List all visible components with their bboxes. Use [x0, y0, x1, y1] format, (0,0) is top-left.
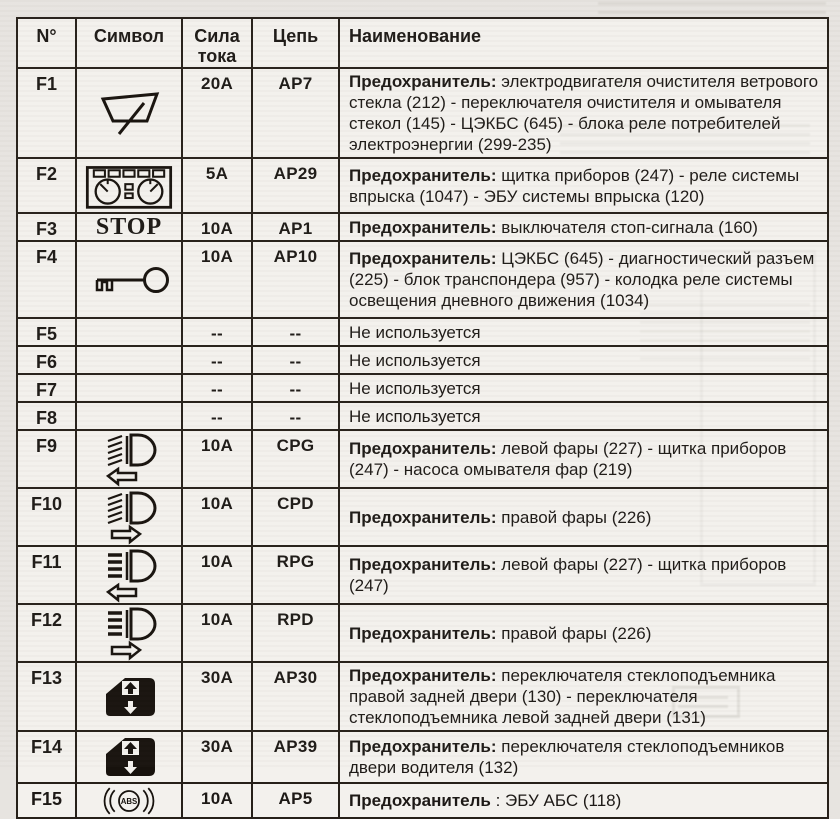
fuse-circuit: AP30	[252, 662, 339, 731]
symbol-cell	[76, 213, 182, 241]
header-row	[17, 18, 828, 68]
row-f9	[17, 430, 828, 488]
fuse-description	[339, 662, 828, 731]
row-f8	[17, 402, 828, 430]
fuse-table	[16, 17, 829, 819]
symbol-cell	[76, 158, 182, 213]
fuse-current: --	[182, 402, 252, 430]
description-text: переключателя стеклоподъемников двери водителя (132)	[349, 737, 785, 777]
fuse-circuit: RPG	[252, 546, 339, 604]
fuse-current: 10A	[182, 488, 252, 546]
fuse-number: F10	[17, 488, 76, 546]
description-text: Не используется	[349, 378, 481, 398]
fuse-current: 30A	[182, 731, 252, 783]
fuse-description	[339, 604, 828, 662]
symbol-cell	[76, 374, 182, 402]
fuse-current: 10A	[182, 430, 252, 488]
description-label: Предохранитель:	[349, 249, 497, 268]
fuse-description	[339, 213, 828, 241]
fuse-description	[339, 430, 828, 488]
fuse-circuit: AP1	[252, 213, 339, 241]
bleed-through-artifact	[598, 1, 826, 14]
power-window-icon	[98, 732, 160, 782]
row-f6	[17, 346, 828, 374]
fuse-description	[339, 731, 828, 783]
fuse-number: F13	[17, 662, 76, 731]
fuse-description	[339, 546, 828, 604]
description-label: Предохранитель:	[349, 666, 497, 685]
row-f7	[17, 374, 828, 402]
fuse-description	[339, 374, 828, 402]
description-label: Предохранитель:	[349, 217, 497, 237]
fuse-circuit: CPG	[252, 430, 339, 488]
description-text: щитка приборов (247) - реле системы впрыска (1047) - ЭБУ системы впрыска (120)	[349, 165, 800, 206]
description-text: : ЭБУ АБС (118)	[490, 791, 622, 810]
header-name: Наименование	[339, 18, 828, 68]
header-num: N°	[17, 18, 76, 68]
description-label: Предохранитель:	[349, 72, 497, 91]
fuse-number: F12	[17, 604, 76, 662]
description-text: выключателя стоп-сигнала (160)	[496, 217, 758, 237]
windshield-wiper-icon	[96, 90, 162, 136]
headlamp-bars-left-icon	[100, 547, 158, 603]
fuse-circuit: --	[252, 402, 339, 430]
fuse-number: F14	[17, 731, 76, 783]
description-label: Предохранитель:	[349, 439, 497, 458]
description-text: Не используется	[349, 350, 481, 370]
description-text: Не используется	[349, 322, 481, 342]
abs-symbol-text: ABS	[120, 796, 138, 806]
instrument-cluster-icon	[82, 161, 176, 211]
fuse-description	[339, 158, 828, 213]
fuse-current: 30A	[182, 662, 252, 731]
fuse-current: 10A	[182, 604, 252, 662]
row-f3	[17, 213, 828, 241]
fuse-description	[339, 241, 828, 318]
header-current: Сила тока	[182, 18, 252, 68]
symbol-cell	[76, 430, 182, 488]
row-f5	[17, 318, 828, 346]
fuse-circuit: AP29	[252, 158, 339, 213]
fuse-current: --	[182, 318, 252, 346]
fuse-description	[339, 318, 828, 346]
fuse-number: F9	[17, 430, 76, 488]
fuse-description	[339, 488, 828, 546]
power-window-icon	[98, 672, 160, 722]
abs-icon	[89, 786, 169, 816]
description-text: Не используется	[349, 406, 481, 426]
fuse-number: F11	[17, 546, 76, 604]
description-label: Предохранитель:	[349, 507, 497, 527]
description-text: ЦЭКБС (645) - диагностический разъем (225) - блок транспондера (957) - колодка реле системы освещения дневного движения (1034)	[349, 249, 815, 310]
row-f15	[17, 783, 828, 818]
row-f2	[17, 158, 828, 213]
fuse-current: 10A	[182, 546, 252, 604]
fuse-circuit: --	[252, 374, 339, 402]
fuse-number: F4	[17, 241, 76, 318]
fuse-current: 10A	[182, 213, 252, 241]
fuse-circuit: CPD	[252, 488, 339, 546]
symbol-cell	[76, 662, 182, 731]
fuse-number: F15	[17, 783, 76, 818]
symbol-cell	[76, 402, 182, 430]
description-label: Предохранитель:	[349, 737, 497, 756]
fuse-current: --	[182, 374, 252, 402]
row-f10	[17, 488, 828, 546]
description-text: левой фары (227) - щитка приборов (247) - насоса омывателя фар (219)	[349, 439, 787, 479]
description-label: Предохранитель:	[349, 165, 497, 185]
fuse-number: F2	[17, 158, 76, 213]
fuse-circuit: --	[252, 346, 339, 374]
fuse-circuit: RPD	[252, 604, 339, 662]
fuse-circuit: AP39	[252, 731, 339, 783]
description-label: Предохранитель:	[349, 555, 497, 574]
fuse-number: F5	[17, 318, 76, 346]
row-f12	[17, 604, 828, 662]
symbol-cell	[76, 318, 182, 346]
symbol-cell	[76, 346, 182, 374]
fuse-number: F1	[17, 68, 76, 158]
fuse-circuit: --	[252, 318, 339, 346]
symbol-cell	[76, 68, 182, 158]
header-symbol: Символ	[76, 18, 182, 68]
stop-symbol: STOP	[95, 214, 163, 240]
fuse-circuit: AP10	[252, 241, 339, 318]
description-text: левой фары (227) - щитка приборов (247)	[349, 555, 787, 595]
fuse-description	[339, 346, 828, 374]
row-f1	[17, 68, 828, 158]
symbol-cell	[76, 241, 182, 318]
row-f11	[17, 546, 828, 604]
fuse-description	[339, 783, 828, 818]
fuse-circuit: AP7	[252, 68, 339, 158]
description-label: Предохранитель:	[349, 623, 497, 643]
fuse-number: F6	[17, 346, 76, 374]
symbol-cell	[76, 731, 182, 783]
symbol-cell	[76, 604, 182, 662]
description-label: Предохранитель	[349, 791, 491, 810]
fuse-current: 5A	[182, 158, 252, 213]
headlamp-left-icon	[100, 431, 158, 487]
fuse-current: 10A	[182, 783, 252, 818]
row-f4	[17, 241, 828, 318]
fuse-current: 20A	[182, 68, 252, 158]
description-text: электродвигателя очистителя ветрового стекла (212) - переключателя очистителя и омывателя стекол (145) - ЦЭКБС (645) - блока реле потребителей электроэнергии (299-235)	[349, 72, 819, 154]
row-f14	[17, 731, 828, 783]
headlamp-bars-right-icon	[100, 605, 158, 661]
description-text: правой фары (226)	[496, 507, 652, 527]
fuse-circuit: AP5	[252, 783, 339, 818]
header-circuit: Цепь	[252, 18, 339, 68]
fuse-description	[339, 402, 828, 430]
description-text: переключателя стеклоподъемника правой задней двери (130) - переключателя стеклоподъемника левой задней двери (131)	[349, 666, 776, 727]
fuse-number: F7	[17, 374, 76, 402]
fuse-current: --	[182, 346, 252, 374]
fuse-description	[339, 68, 828, 158]
symbol-cell	[76, 488, 182, 546]
row-f13	[17, 662, 828, 731]
fuse-number: F8	[17, 402, 76, 430]
symbol-cell	[76, 783, 182, 818]
symbol-cell	[76, 546, 182, 604]
headlamp-right-icon	[100, 489, 158, 545]
description-text: правой фары (226)	[496, 623, 652, 643]
fuse-current: 10A	[182, 241, 252, 318]
key-icon	[85, 262, 173, 298]
fuse-number: F3	[17, 213, 76, 241]
